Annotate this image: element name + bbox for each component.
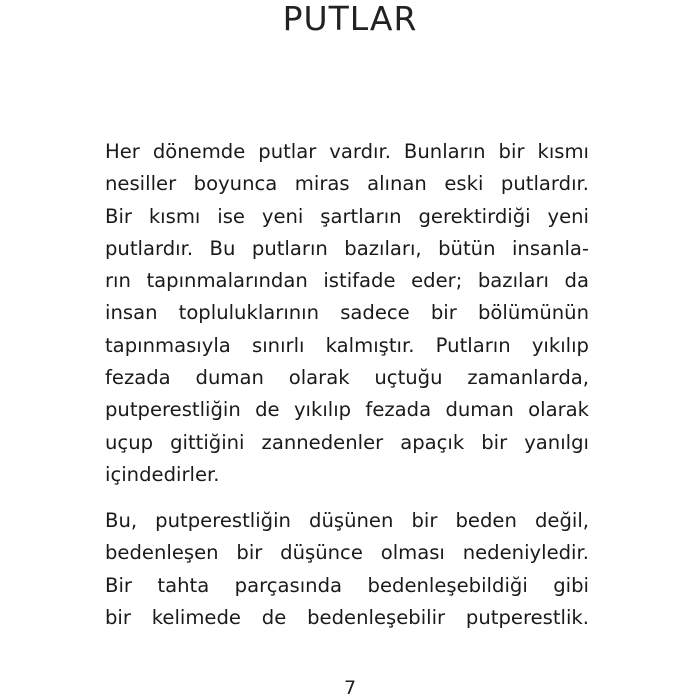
text-line: Bir kısmı ise yeni şartların gerektirdiği yeni xyxy=(105,204,589,228)
text-line: rın tapınmalarından istifade eder; bazıları da xyxy=(105,269,589,293)
text-line: fezada duman olarak uçtuğu zamanlarda, xyxy=(105,366,589,390)
paragraph-2 xyxy=(105,505,589,634)
text-line: içindedirler. xyxy=(105,462,220,486)
text-line: putperestliğin de yıkılıp fezada duman olarak xyxy=(105,398,589,422)
text-line: Her dönemde putlar vardır. Bunların bir kısmı xyxy=(105,140,589,163)
text-line: Bir tahta parçasında bedenleşebildiği gibi xyxy=(105,573,589,597)
paragraph-1 xyxy=(105,136,589,491)
text-line: tapınmasıyla sınırlı kalmıştır. Putların yıkılıp xyxy=(105,333,589,357)
text-line: Bu, putperestliğin düşünen bir beden değil, xyxy=(105,509,589,532)
text-line: uçup gittiğini zannedenler apaçık bir yanılgı xyxy=(105,430,589,454)
text-line: bedenleşen bir düşünce olması nedeniyledir. xyxy=(105,541,589,565)
text-line: putlardır. Bu putların bazıları, bütün insanla- xyxy=(105,236,589,260)
text-line: insan topluluklarının sadece bir bölümünün xyxy=(105,301,589,325)
page-number: 7 xyxy=(343,677,357,699)
text-line: bir kelimede de bedenleşebilir putperestlik. xyxy=(105,605,589,629)
page-title: PUTLAR xyxy=(282,0,418,38)
text-line: nesiller boyunca miras alınan eski putlardır. xyxy=(105,172,589,196)
